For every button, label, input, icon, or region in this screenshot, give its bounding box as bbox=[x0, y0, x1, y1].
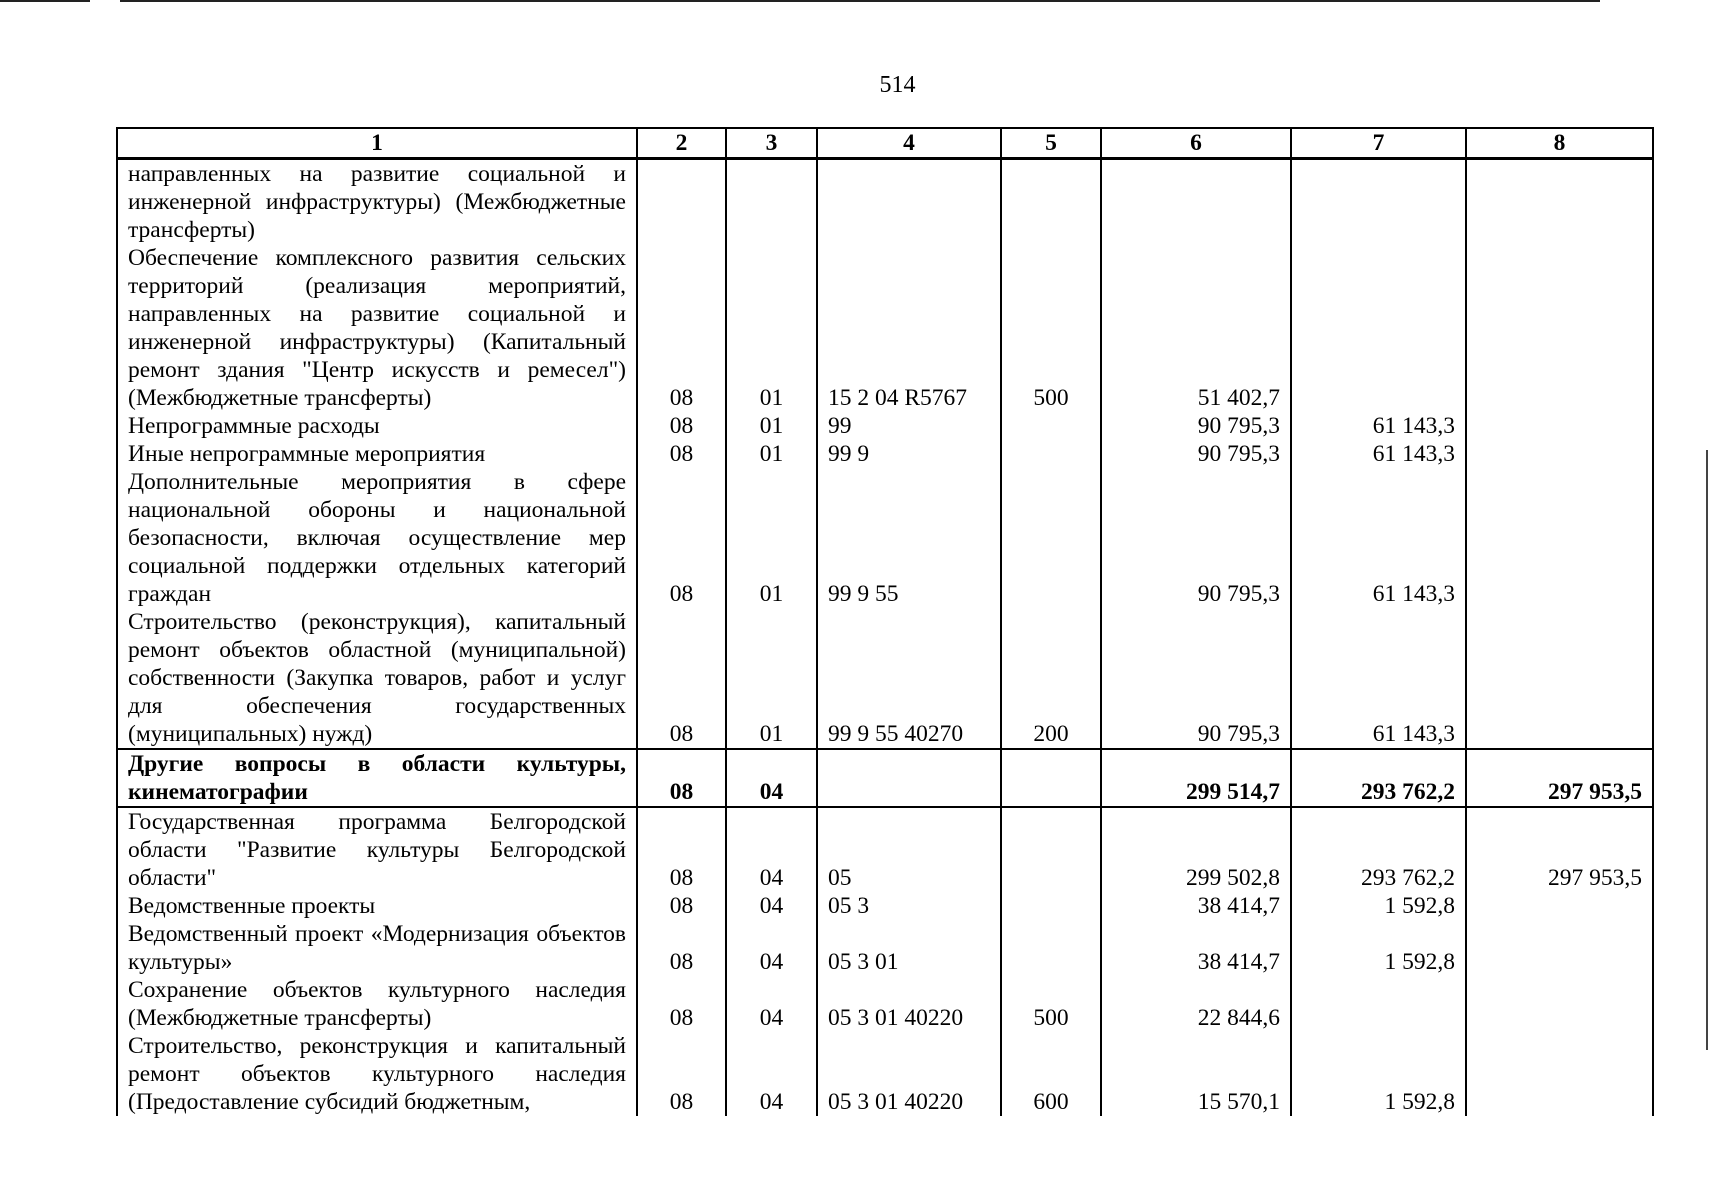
row-target-article: 99 9 bbox=[817, 440, 1001, 468]
row-section-code: 08 bbox=[637, 468, 726, 608]
row-name: Иные непрограммные мероприятия bbox=[117, 440, 637, 468]
row-expense-type bbox=[1001, 412, 1101, 440]
table-row bbox=[117, 244, 1653, 412]
row-amount-col6 bbox=[1101, 159, 1291, 245]
row-section-code: 08 bbox=[637, 440, 726, 468]
row-target-article: 99 bbox=[817, 412, 1001, 440]
row-amount-col6: 38 414,7 bbox=[1101, 920, 1291, 976]
row-target-article: 05 3 01 40220 bbox=[817, 1032, 1001, 1116]
row-name: Строительство (реконструкция), капитальный ремонт объектов областной (муниципальной) собственности (Закупка товаров, работ и услуг для обеспечения государственных (муниципальных) нужд) bbox=[117, 608, 637, 749]
row-name: Ведомственный проект «Модернизация объектов культуры» bbox=[117, 920, 637, 976]
row-section-code: 08 bbox=[637, 244, 726, 412]
table-row bbox=[117, 159, 1653, 245]
row-amount-col6: 51 402,7 bbox=[1101, 244, 1291, 412]
row-section-code: 08 bbox=[637, 807, 726, 892]
row-section-code: 08 bbox=[637, 976, 726, 1032]
row-name: направленных на развитие социальной и инженерной инфраструктуры) (Межбюджетные трансферты) bbox=[117, 159, 637, 245]
row-amount-col6: 90 795,3 bbox=[1101, 440, 1291, 468]
row-name: Другие вопросы в области культуры, кинематографии bbox=[117, 749, 637, 807]
row-section-code: 08 bbox=[637, 749, 726, 807]
row-section-code: 08 bbox=[637, 412, 726, 440]
row-expense-type: 500 bbox=[1001, 244, 1101, 412]
row-amount-col8 bbox=[1466, 608, 1653, 749]
table-row bbox=[117, 440, 1653, 468]
row-name: Непрограммные расходы bbox=[117, 412, 637, 440]
row-target-article bbox=[817, 749, 1001, 807]
table-row bbox=[117, 1032, 1653, 1116]
row-expense-type bbox=[1001, 749, 1101, 807]
row-expense-type: 600 bbox=[1001, 1032, 1101, 1116]
row-expense-type bbox=[1001, 920, 1101, 976]
row-amount-col7: 1 592,8 bbox=[1291, 1032, 1466, 1116]
row-name: Строительство, реконструкция и капитальный ремонт объектов культурного наследия (Предоставление субсидий бюджетным, bbox=[117, 1032, 637, 1116]
header-cell: 7 bbox=[1291, 128, 1466, 159]
row-name: Дополнительные мероприятия в сфере национальной обороны и национальной безопасности, включая осуществление мер социальной поддержки отдельных категорий граждан bbox=[117, 468, 637, 608]
row-target-article: 05 3 01 bbox=[817, 920, 1001, 976]
row-amount-col8 bbox=[1466, 159, 1653, 245]
row-target-article: 99 9 55 bbox=[817, 468, 1001, 608]
row-amount-col6: 299 502,8 bbox=[1101, 807, 1291, 892]
header-cell: 2 bbox=[637, 128, 726, 159]
page-number: 514 bbox=[879, 72, 916, 98]
row-amount-col8 bbox=[1466, 440, 1653, 468]
row-amount-col7: 61 143,3 bbox=[1291, 468, 1466, 608]
top-rule-left bbox=[0, 0, 90, 2]
row-expense-type bbox=[1001, 159, 1101, 245]
row-section-code: 08 bbox=[637, 920, 726, 976]
table-row bbox=[117, 468, 1653, 608]
row-amount-col7: 293 762,2 bbox=[1291, 807, 1466, 892]
header-cell: 1 bbox=[117, 128, 637, 159]
header-row bbox=[117, 128, 1653, 159]
table-row bbox=[117, 807, 1653, 892]
row-amount-col7: 1 592,8 bbox=[1291, 920, 1466, 976]
row-expense-type: 200 bbox=[1001, 608, 1101, 749]
row-amount-col8 bbox=[1466, 892, 1653, 920]
header-cell: 4 bbox=[817, 128, 1001, 159]
row-name: Сохранение объектов культурного наследия (Межбюджетные трансферты) bbox=[117, 976, 637, 1032]
row-expense-type bbox=[1001, 440, 1101, 468]
row-subsection-code: 01 bbox=[726, 440, 817, 468]
row-amount-col7 bbox=[1291, 244, 1466, 412]
table-body bbox=[117, 159, 1653, 1117]
row-amount-col8: 297 953,5 bbox=[1466, 807, 1653, 892]
row-amount-col7 bbox=[1291, 159, 1466, 245]
row-section-code: 08 bbox=[637, 608, 726, 749]
row-section-code bbox=[637, 159, 726, 245]
table-row bbox=[117, 920, 1653, 976]
row-amount-col6: 90 795,3 bbox=[1101, 468, 1291, 608]
row-amount-col7: 61 143,3 bbox=[1291, 608, 1466, 749]
scan-edge-line bbox=[1706, 450, 1708, 1050]
row-amount-col6: 15 570,1 bbox=[1101, 1032, 1291, 1116]
row-amount-col8 bbox=[1466, 976, 1653, 1032]
row-amount-col8 bbox=[1466, 920, 1653, 976]
row-amount-col8 bbox=[1466, 1032, 1653, 1116]
top-rule bbox=[120, 0, 1600, 2]
row-target-article: 99 9 55 40270 bbox=[817, 608, 1001, 749]
header-cell: 8 bbox=[1466, 128, 1653, 159]
row-expense-type bbox=[1001, 468, 1101, 608]
row-amount-col7: 61 143,3 bbox=[1291, 412, 1466, 440]
table-row bbox=[117, 412, 1653, 440]
row-name: Государственная программа Белгородской области "Развитие культуры Белгородской области" bbox=[117, 807, 637, 892]
table-row bbox=[117, 749, 1653, 807]
row-target-article: 15 2 04 R5767 bbox=[817, 244, 1001, 412]
row-expense-type bbox=[1001, 892, 1101, 920]
row-amount-col6: 90 795,3 bbox=[1101, 412, 1291, 440]
row-subsection-code: 01 bbox=[726, 244, 817, 412]
row-amount-col6: 299 514,7 bbox=[1101, 749, 1291, 807]
row-target-article: 05 3 01 40220 bbox=[817, 976, 1001, 1032]
row-subsection-code: 01 bbox=[726, 412, 817, 440]
row-subsection-code: 01 bbox=[726, 468, 817, 608]
row-amount-col8 bbox=[1466, 244, 1653, 412]
row-section-code: 08 bbox=[637, 1032, 726, 1116]
row-subsection-code: 04 bbox=[726, 749, 817, 807]
row-subsection-code: 04 bbox=[726, 807, 817, 892]
header-cell: 3 bbox=[726, 128, 817, 159]
row-subsection-code bbox=[726, 159, 817, 245]
table-row bbox=[117, 892, 1653, 920]
row-name: Обеспечение комплексного развития сельских территорий (реализация мероприятий, направленных на развитие социальной и инженерной инфраструктуры) (Капитальный ремонт здания "Центр искусств и ремесел") (Межбюджетные трансферты) bbox=[117, 244, 637, 412]
row-name: Ведомственные проекты bbox=[117, 892, 637, 920]
row-expense-type: 500 bbox=[1001, 976, 1101, 1032]
row-subsection-code: 04 bbox=[726, 920, 817, 976]
row-target-article: 05 bbox=[817, 807, 1001, 892]
row-amount-col7: 293 762,2 bbox=[1291, 749, 1466, 807]
header-cell: 6 bbox=[1101, 128, 1291, 159]
row-target-article: 05 3 bbox=[817, 892, 1001, 920]
row-subsection-code: 04 bbox=[726, 976, 817, 1032]
table-row bbox=[117, 608, 1653, 749]
row-amount-col7 bbox=[1291, 976, 1466, 1032]
row-amount-col6: 38 414,7 bbox=[1101, 892, 1291, 920]
row-section-code: 08 bbox=[637, 892, 726, 920]
row-amount-col7: 1 592,8 bbox=[1291, 892, 1466, 920]
header-cell: 5 bbox=[1001, 128, 1101, 159]
row-expense-type bbox=[1001, 807, 1101, 892]
row-amount-col6: 90 795,3 bbox=[1101, 608, 1291, 749]
row-subsection-code: 04 bbox=[726, 1032, 817, 1116]
row-amount-col6: 22 844,6 bbox=[1101, 976, 1291, 1032]
budget-table bbox=[116, 127, 1654, 1116]
row-subsection-code: 04 bbox=[726, 892, 817, 920]
row-amount-col7: 61 143,3 bbox=[1291, 440, 1466, 468]
row-amount-col8 bbox=[1466, 468, 1653, 608]
row-subsection-code: 01 bbox=[726, 608, 817, 749]
table-row bbox=[117, 976, 1653, 1032]
row-amount-col8 bbox=[1466, 412, 1653, 440]
row-amount-col8: 297 953,5 bbox=[1466, 749, 1653, 807]
row-target-article bbox=[817, 159, 1001, 245]
